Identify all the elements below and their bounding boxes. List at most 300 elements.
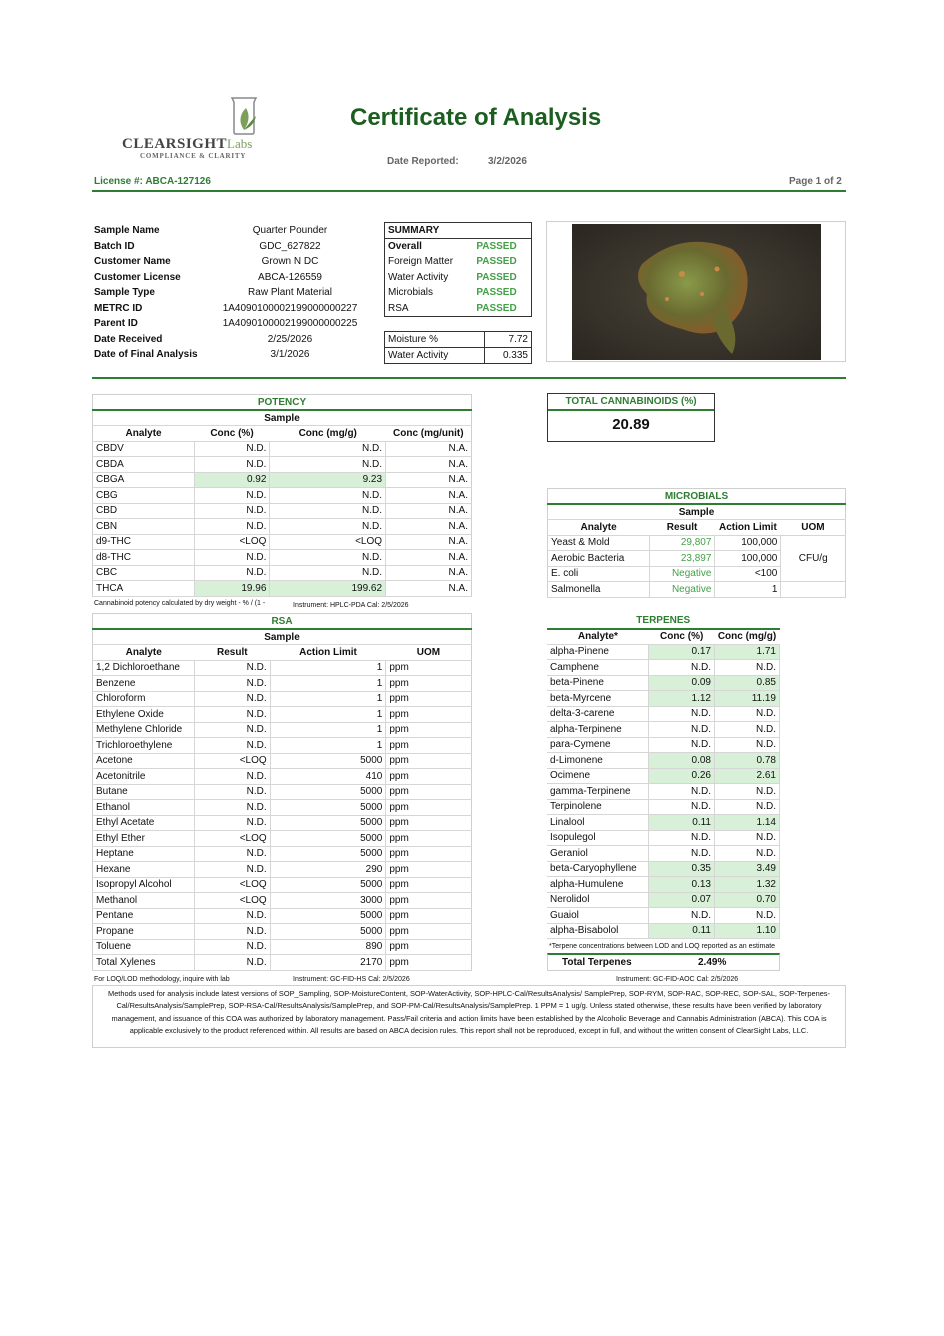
company-logo bbox=[118, 96, 268, 162]
moisture-box bbox=[384, 331, 532, 364]
table-cell: 1.71 bbox=[715, 644, 780, 660]
table-cell: CBGA bbox=[93, 472, 195, 488]
summary-label: Overall bbox=[388, 241, 422, 252]
table-cell: d8-THC bbox=[93, 550, 195, 566]
logo-labs: Labs bbox=[227, 136, 253, 151]
table-cell: Total Xylenes bbox=[93, 955, 195, 971]
table-cell: ppm bbox=[386, 722, 472, 738]
table-cell: ppm bbox=[386, 955, 472, 971]
table-row bbox=[93, 877, 472, 893]
table-cell: ppm bbox=[386, 676, 472, 692]
total-terpenes-row bbox=[547, 953, 780, 971]
date-reported-label: Date Reported: bbox=[387, 156, 459, 167]
table-cell: alpha-Terpinene bbox=[547, 722, 649, 738]
microbials-uom: CFU/g bbox=[781, 535, 846, 582]
table-cell: N.D. bbox=[715, 722, 780, 738]
table-cell: 5000 bbox=[270, 815, 386, 831]
table-cell: 23,897 bbox=[649, 551, 715, 567]
table-cell: 0.11 bbox=[649, 923, 715, 939]
table-cell: 0.17 bbox=[649, 644, 715, 660]
summary-status: PASSED bbox=[476, 241, 517, 252]
table-row bbox=[547, 768, 780, 784]
table-cell: N.A. bbox=[386, 534, 472, 550]
sample-info-label: Parent ID bbox=[94, 318, 138, 329]
table-cell: N.D. bbox=[194, 784, 270, 800]
table-cell: 5000 bbox=[270, 877, 386, 893]
table-cell: 0.26 bbox=[649, 768, 715, 784]
terpenes-title: TERPENES bbox=[547, 613, 780, 629]
sample-info-value: 1A4090100002199000000225 bbox=[222, 318, 358, 329]
table-cell: <LOQ bbox=[194, 877, 270, 893]
table-cell: ppm bbox=[386, 893, 472, 909]
table-cell: 0.09 bbox=[649, 675, 715, 691]
table-row bbox=[93, 722, 472, 738]
table-row bbox=[93, 784, 472, 800]
table-cell: <LOQ bbox=[270, 534, 386, 550]
microbials-title: MICROBIALS bbox=[548, 489, 846, 505]
table-cell: 1 bbox=[715, 582, 781, 598]
column-header: Result bbox=[649, 520, 715, 536]
table-cell: 1 bbox=[270, 722, 386, 738]
table-cell: Linalool bbox=[547, 815, 649, 831]
table-cell: 3000 bbox=[270, 893, 386, 909]
table-cell: N.D. bbox=[194, 815, 270, 831]
table-cell: N.D. bbox=[715, 660, 780, 676]
table-row bbox=[93, 924, 472, 940]
sample-info-value: Grown N DC bbox=[261, 256, 319, 267]
sample-info-label: Date of Final Analysis bbox=[94, 349, 198, 360]
table-cell: N.D. bbox=[715, 830, 780, 846]
table-cell: <LOQ bbox=[194, 534, 270, 550]
table-cell: N.A. bbox=[386, 550, 472, 566]
table-cell: N.D. bbox=[194, 924, 270, 940]
column-header: Result bbox=[194, 645, 270, 661]
sample-info-label: Batch ID bbox=[94, 240, 135, 252]
table-cell: 1 bbox=[270, 660, 386, 676]
summary-label: Water Activity bbox=[388, 271, 449, 283]
table-cell: 11.19 bbox=[715, 691, 780, 707]
table-cell: N.D. bbox=[194, 908, 270, 924]
table-cell: 2170 bbox=[270, 955, 386, 971]
table-cell: N.D. bbox=[194, 955, 270, 971]
table-cell: alpha-Pinene bbox=[547, 644, 649, 660]
table-cell: 3.49 bbox=[715, 861, 780, 877]
table-cell: N.A. bbox=[386, 581, 472, 597]
methods-disclaimer: Methods used for analysis include latest versions of SOP_Sampling, SOP-MoistureContent, SOP-WaterActivity, SOP-HPLC-Cal/ResultsAnalysis/ SamplePrep, SOP-RYM, SOP-RAC, SOP-REC, SOP-SAL, SOP-Terpenes-Cal/ResultsAnalysis/SamplePrep, SOP-RSA-Cal/ResultsAnalysis/SamplePrep, and SOP-PM-Cal/ResultsAnalysis/SamplePrep. 1 PPM = 1 ug/g. Unless stated otherwise, these results have been verified by laboratory management, and issuance of this COA was authorized by laboratory management. Pass/Fail criteria and action limits have been established by the Alcoholic Beverage and Cannabis Administration (ABCA). This COA is applicable exclusively to the product referenced within. All results are based on ABCA decision rules. This report shall not be reproduced, except in full, and without the written consent of ClearSight Labs, LLC. bbox=[92, 985, 846, 1048]
logo-tagline: COMPLIANCE & CLARITY bbox=[140, 152, 247, 160]
table-cell: N.D. bbox=[194, 939, 270, 955]
table-cell: N.D. bbox=[194, 722, 270, 738]
table-cell: 199.62 bbox=[270, 581, 386, 597]
table-cell: N.D. bbox=[194, 457, 270, 473]
column-header: Conc (mg/unit) bbox=[386, 426, 472, 442]
table-cell: N.A. bbox=[386, 519, 472, 535]
table-cell: Methylene Chloride bbox=[93, 722, 195, 738]
sample-info-value: 3/1/2026 bbox=[270, 349, 310, 360]
terpenes-instrument: Instrument: GC-FID-AOC Cal: 2/5/2026 bbox=[616, 976, 739, 983]
table-row bbox=[93, 660, 472, 676]
table-cell: N.D. bbox=[270, 503, 386, 519]
table-row bbox=[548, 535, 846, 551]
table-row bbox=[547, 660, 780, 676]
table-cell: 410 bbox=[270, 769, 386, 785]
column-header: Analyte* bbox=[547, 629, 649, 645]
table-cell: N.D. bbox=[715, 706, 780, 722]
table-cell: N.D. bbox=[194, 862, 270, 878]
table-cell: 1 bbox=[270, 691, 386, 707]
table-cell: N.D. bbox=[649, 706, 715, 722]
table-cell: Guaiol bbox=[547, 908, 649, 924]
column-header: Conc (mg/g) bbox=[270, 426, 386, 442]
sample-info-value: Raw Plant Material bbox=[248, 287, 332, 298]
table-cell: 100,000 bbox=[715, 535, 781, 551]
table-cell: N.D. bbox=[649, 737, 715, 753]
table-row bbox=[547, 784, 780, 800]
table-cell: 1 bbox=[270, 676, 386, 692]
table-row bbox=[93, 908, 472, 924]
table-row bbox=[93, 753, 472, 769]
table-cell: 0.92 bbox=[194, 472, 270, 488]
table-cell: N.D. bbox=[649, 722, 715, 738]
table-row bbox=[93, 846, 472, 862]
table-cell: N.D. bbox=[194, 676, 270, 692]
table-cell: N.D. bbox=[715, 908, 780, 924]
table-cell: 5000 bbox=[270, 831, 386, 847]
table-cell: ppm bbox=[386, 924, 472, 940]
table-cell: 2.61 bbox=[715, 768, 780, 784]
table-cell: 1.14 bbox=[715, 815, 780, 831]
table-row bbox=[547, 706, 780, 722]
water-activity-value: 0.335 bbox=[502, 350, 528, 361]
column-header: UOM bbox=[781, 520, 846, 536]
summary-title: SUMMARY bbox=[385, 223, 531, 239]
rsa-title: RSA bbox=[93, 614, 472, 630]
table-cell: 5000 bbox=[270, 846, 386, 862]
table-row bbox=[93, 503, 472, 519]
table-row bbox=[547, 815, 780, 831]
table-cell: N.D. bbox=[270, 519, 386, 535]
table-row bbox=[547, 877, 780, 893]
table-cell: d-Limonene bbox=[547, 753, 649, 769]
table-cell: N.D. bbox=[715, 846, 780, 862]
table-cell: Methanol bbox=[93, 893, 195, 909]
table-cell: N.A. bbox=[386, 457, 472, 473]
table-cell: Pentane bbox=[93, 908, 195, 924]
table-cell: CBDA bbox=[93, 457, 195, 473]
table-cell: 5000 bbox=[270, 784, 386, 800]
logo-wordmark bbox=[122, 136, 252, 153]
table-cell: N.D. bbox=[649, 908, 715, 924]
sample-photo bbox=[572, 224, 821, 360]
summary-row bbox=[385, 270, 531, 286]
table-cell: ppm bbox=[386, 815, 472, 831]
table-cell: beta-Caryophyllene bbox=[547, 861, 649, 877]
potency-title: POTENCY bbox=[93, 395, 472, 411]
table-cell: 0.11 bbox=[649, 815, 715, 831]
table-cell: Heptane bbox=[93, 846, 195, 862]
table-cell: <LOQ bbox=[194, 753, 270, 769]
table-cell: ppm bbox=[386, 784, 472, 800]
table-cell: Benzene bbox=[93, 676, 195, 692]
table-cell: N.D. bbox=[194, 769, 270, 785]
summary-label: Microbials bbox=[388, 287, 434, 299]
table-row bbox=[93, 519, 472, 535]
table-cell: Hexane bbox=[93, 862, 195, 878]
table-cell: delta-3-carene bbox=[547, 706, 649, 722]
summary-status: PASSED bbox=[476, 302, 517, 314]
table-cell bbox=[781, 582, 846, 598]
table-cell: N.D. bbox=[194, 660, 270, 676]
table-cell: Terpinolene bbox=[547, 799, 649, 815]
table-cell: N.D. bbox=[715, 799, 780, 815]
table-cell: CBDV bbox=[93, 441, 195, 457]
column-header: UOM bbox=[386, 645, 472, 661]
column-header: Conc (%) bbox=[194, 426, 270, 442]
summary-label: Foreign Matter bbox=[388, 256, 454, 268]
table-cell: alpha-Humulene bbox=[547, 877, 649, 893]
table-cell: ppm bbox=[386, 691, 472, 707]
terpenes-note: *Terpene concentrations between LOD and LOQ reported as an estimate bbox=[549, 943, 776, 950]
table-row bbox=[93, 691, 472, 707]
table-row bbox=[93, 488, 472, 504]
table-cell: N.A. bbox=[386, 565, 472, 581]
table-cell: ppm bbox=[386, 877, 472, 893]
column-header: Analyte bbox=[93, 426, 195, 442]
page-number: Page 1 of 2 bbox=[789, 176, 842, 187]
table-cell: 0.35 bbox=[649, 861, 715, 877]
table-cell: N.D. bbox=[194, 738, 270, 754]
table-cell: N.D. bbox=[715, 784, 780, 800]
summary-status: PASSED bbox=[476, 287, 517, 299]
table-cell: 5000 bbox=[270, 753, 386, 769]
sample-info-label: Sample Name bbox=[94, 225, 160, 236]
date-reported-value: 3/2/2026 bbox=[488, 156, 527, 167]
table-cell: beta-Myrcene bbox=[547, 691, 649, 707]
table-cell: 1,2 Dichloroethane bbox=[93, 660, 195, 676]
table-row bbox=[93, 939, 472, 955]
table-cell: N.D. bbox=[194, 488, 270, 504]
summary-row bbox=[385, 301, 531, 317]
water-activity-label: Water Activity bbox=[385, 348, 484, 364]
table-row bbox=[93, 769, 472, 785]
table-cell: ppm bbox=[386, 707, 472, 723]
table-cell: 0.07 bbox=[649, 892, 715, 908]
table-cell: 1.32 bbox=[715, 877, 780, 893]
table-row bbox=[93, 893, 472, 909]
table-cell: 5000 bbox=[270, 924, 386, 940]
table-cell: 0.13 bbox=[649, 877, 715, 893]
table-cell: N.D. bbox=[194, 550, 270, 566]
table-row bbox=[547, 830, 780, 846]
summary-row bbox=[385, 254, 531, 270]
table-row bbox=[93, 800, 472, 816]
table-row bbox=[93, 815, 472, 831]
table-row bbox=[93, 472, 472, 488]
table-cell: ppm bbox=[386, 738, 472, 754]
table-cell: Negative bbox=[649, 582, 715, 598]
table-cell: Geraniol bbox=[547, 846, 649, 862]
table-cell: Nerolidol bbox=[547, 892, 649, 908]
table-row bbox=[547, 861, 780, 877]
table-cell: N.D. bbox=[270, 550, 386, 566]
rsa-table bbox=[92, 613, 472, 971]
header-divider bbox=[92, 190, 846, 192]
table-cell: Butane bbox=[93, 784, 195, 800]
table-cell: Ocimene bbox=[547, 768, 649, 784]
table-row bbox=[93, 707, 472, 723]
info-divider bbox=[92, 377, 846, 379]
table-row bbox=[547, 908, 780, 924]
total-cannabinoids-value: 20.89 bbox=[612, 416, 650, 433]
total-terpenes-value: 2.49% bbox=[698, 957, 727, 968]
table-cell: N.D. bbox=[194, 519, 270, 535]
table-row bbox=[547, 799, 780, 815]
sample-info-value: Quarter Pounder bbox=[252, 225, 328, 236]
table-cell: 9.23 bbox=[270, 472, 386, 488]
table-cell: para-Cymene bbox=[547, 737, 649, 753]
table-cell: N.D. bbox=[194, 691, 270, 707]
table-row bbox=[548, 582, 846, 598]
potency-note: Cannabinoid potency calculated by dry weight - % / (1 - bbox=[94, 600, 266, 607]
table-row bbox=[93, 534, 472, 550]
microbials-subtitle: Sample bbox=[548, 504, 846, 520]
sample-info-label: Date Received bbox=[94, 333, 163, 345]
sample-info-value: 2/25/2026 bbox=[267, 333, 313, 345]
total-cannabinoids-box bbox=[547, 393, 715, 442]
sample-info-value: GDC_627822 bbox=[259, 240, 321, 252]
table-cell: N.D. bbox=[194, 707, 270, 723]
table-cell: <LOQ bbox=[194, 893, 270, 909]
table-cell: Isopropyl Alcohol bbox=[93, 877, 195, 893]
table-cell: N.D. bbox=[649, 799, 715, 815]
table-row bbox=[93, 862, 472, 878]
sample-info-value: ABCA-126559 bbox=[258, 271, 322, 283]
rsa-subtitle: Sample bbox=[93, 629, 472, 645]
table-cell: N.D. bbox=[715, 737, 780, 753]
table-cell: ppm bbox=[386, 846, 472, 862]
table-cell: Yeast & Mold bbox=[548, 535, 650, 551]
table-cell: Trichloroethylene bbox=[93, 738, 195, 754]
table-cell: N.D. bbox=[649, 830, 715, 846]
table-cell: 0.78 bbox=[715, 753, 780, 769]
column-header: Analyte bbox=[548, 520, 650, 536]
table-cell: Toluene bbox=[93, 939, 195, 955]
table-cell: CBG bbox=[93, 488, 195, 504]
table-cell: 5000 bbox=[270, 908, 386, 924]
table-cell: N.D. bbox=[649, 784, 715, 800]
table-cell: ppm bbox=[386, 769, 472, 785]
table-cell: 100,000 bbox=[715, 551, 781, 567]
table-cell: Ethyl Acetate bbox=[93, 815, 195, 831]
table-cell: 1.10 bbox=[715, 923, 780, 939]
terpenes-table bbox=[547, 613, 780, 939]
page-title: Certificate of Analysis bbox=[350, 104, 602, 131]
beaker-leaf-icon bbox=[226, 96, 262, 136]
table-cell: beta-Pinene bbox=[547, 675, 649, 691]
table-cell: THCA bbox=[93, 581, 195, 597]
summary-status: PASSED bbox=[476, 271, 517, 283]
sample-info-value: 1A4090100002199000000227 bbox=[222, 302, 358, 314]
table-cell: Ethyl Ether bbox=[93, 831, 195, 847]
table-row bbox=[547, 892, 780, 908]
table-cell: N.D. bbox=[270, 488, 386, 504]
table-cell: alpha-Bisabolol bbox=[547, 923, 649, 939]
column-header: Conc (%) bbox=[649, 629, 715, 645]
column-header: Action Limit bbox=[270, 645, 386, 661]
table-cell: N.D. bbox=[649, 660, 715, 676]
table-row bbox=[547, 737, 780, 753]
table-cell: ppm bbox=[386, 939, 472, 955]
table-cell: Salmonella bbox=[548, 582, 650, 598]
table-cell: CBN bbox=[93, 519, 195, 535]
column-header: Analyte bbox=[93, 645, 195, 661]
table-cell: 0.70 bbox=[715, 892, 780, 908]
table-cell: Acetone bbox=[93, 753, 195, 769]
table-cell: ppm bbox=[386, 862, 472, 878]
sample-info-label: METRC ID bbox=[94, 302, 143, 314]
table-cell: Ethylene Oxide bbox=[93, 707, 195, 723]
table-cell: N.D. bbox=[649, 846, 715, 862]
table-cell: N.A. bbox=[386, 503, 472, 519]
table-cell: 29,807 bbox=[649, 535, 715, 551]
table-cell: 1.12 bbox=[649, 691, 715, 707]
table-row bbox=[93, 738, 472, 754]
table-row bbox=[547, 722, 780, 738]
sample-photo-frame bbox=[546, 221, 846, 362]
total-terpenes-label: Total Terpenes bbox=[562, 957, 632, 968]
table-row bbox=[93, 676, 472, 692]
table-cell: N.D. bbox=[194, 503, 270, 519]
table-row bbox=[547, 691, 780, 707]
table-cell: ppm bbox=[386, 908, 472, 924]
table-cell: Propane bbox=[93, 924, 195, 940]
potency-table bbox=[92, 394, 472, 597]
table-cell: 19.96 bbox=[194, 581, 270, 597]
column-header: Conc (mg/g) bbox=[715, 629, 780, 645]
table-row bbox=[547, 846, 780, 862]
column-header: Action Limit bbox=[715, 520, 781, 536]
summary-status: PASSED bbox=[476, 256, 517, 268]
table-cell: Chloroform bbox=[93, 691, 195, 707]
summary-label: RSA bbox=[388, 302, 409, 314]
rsa-instrument: Instrument: GC-FID-HS Cal: 2/5/2026 bbox=[293, 976, 410, 983]
logo-name: CLEARSIGHT bbox=[122, 136, 228, 152]
table-cell: Camphene bbox=[547, 660, 649, 676]
table-cell: 0.85 bbox=[715, 675, 780, 691]
sample-info-label: Customer License bbox=[94, 271, 181, 283]
table-cell: N.A. bbox=[386, 488, 472, 504]
table-cell: 890 bbox=[270, 939, 386, 955]
potency-instrument: Instrument: HPLC-PDA Cal: 2/5/2026 bbox=[293, 602, 409, 609]
table-row bbox=[93, 550, 472, 566]
license-number: License #: ABCA-127126 bbox=[94, 176, 211, 187]
summary-row bbox=[385, 239, 531, 255]
sample-info-label: Sample Type bbox=[94, 287, 155, 298]
table-cell: <LOQ bbox=[194, 831, 270, 847]
table-row bbox=[93, 831, 472, 847]
table-row bbox=[93, 955, 472, 971]
moisture-value: 7.72 bbox=[484, 332, 531, 348]
table-row bbox=[547, 644, 780, 660]
table-cell: CBD bbox=[93, 503, 195, 519]
table-cell: Negative bbox=[649, 566, 715, 582]
table-cell: N.D. bbox=[194, 846, 270, 862]
table-cell: 0.08 bbox=[649, 753, 715, 769]
table-cell: 1 bbox=[270, 738, 386, 754]
table-row bbox=[93, 565, 472, 581]
summary-box bbox=[384, 222, 532, 317]
table-row bbox=[93, 457, 472, 473]
